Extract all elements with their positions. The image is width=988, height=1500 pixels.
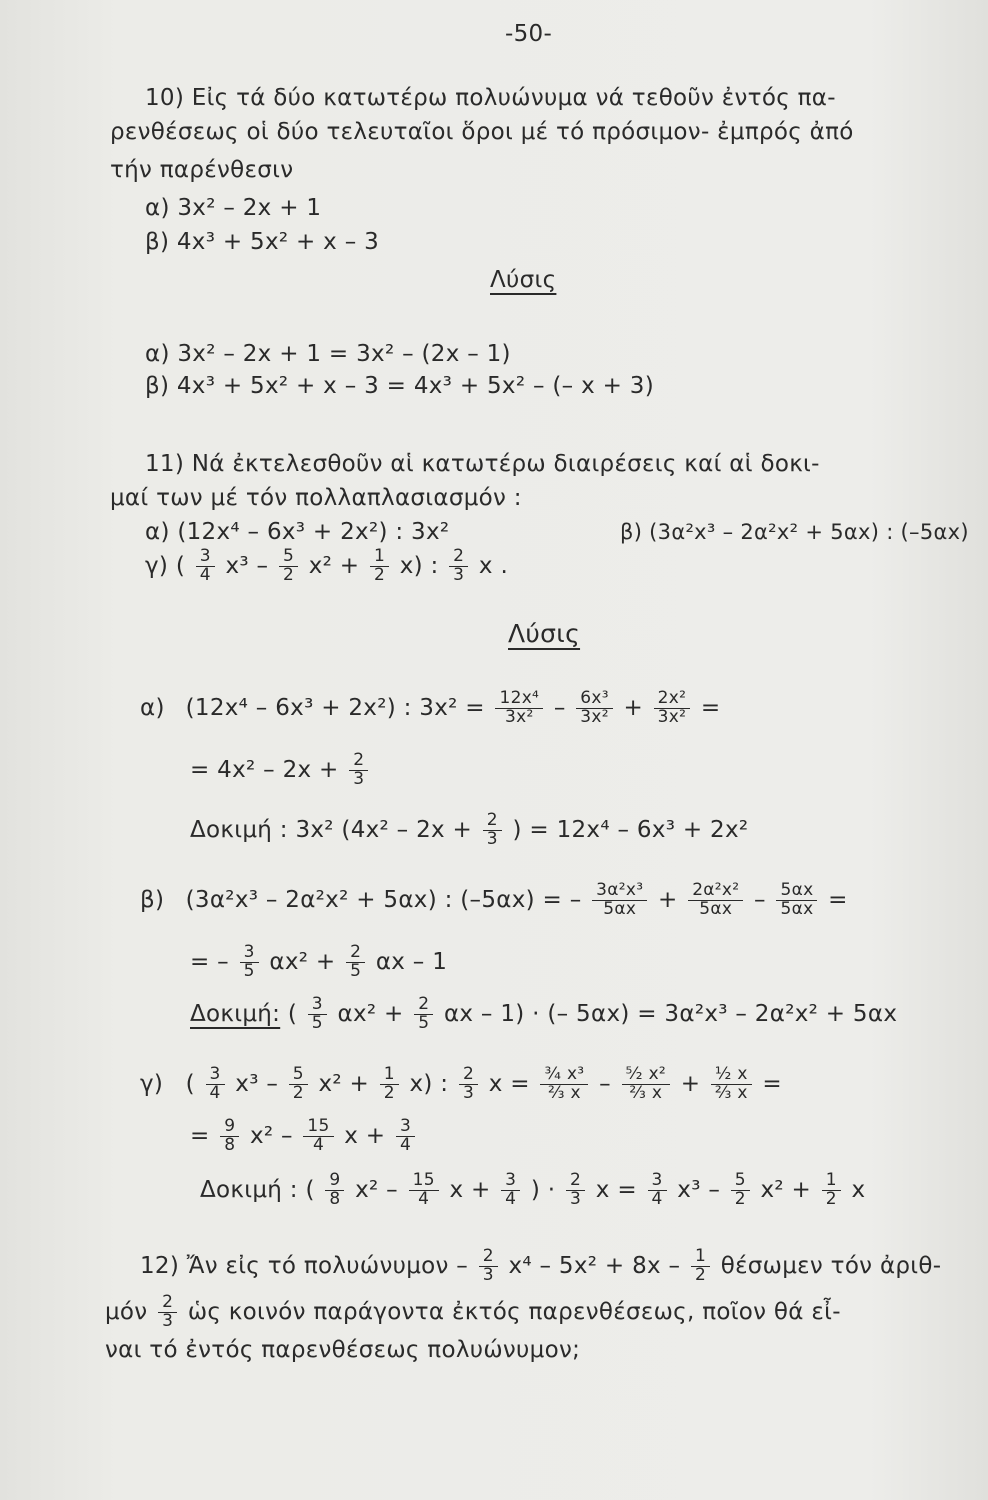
exercise-12-line-1 [140, 1248, 941, 1285]
solution-11-a-line-1 [140, 690, 720, 727]
denominator: ⅔ x [548, 1082, 581, 1103]
expression: x + [344, 1122, 386, 1149]
item-label: β) [140, 886, 165, 913]
expression: αx – 1) · (– 5αx) = 3α²x³ – 2α²x² + 5αx [443, 1000, 898, 1027]
fraction [396, 1118, 415, 1155]
expression: x³ – [235, 1070, 279, 1097]
exercise-11-item-a: α) (12x⁴ – 6x³ + 2x²) : 3x² [145, 519, 450, 545]
fraction [346, 944, 365, 981]
expression: ) = 12x⁴ – 6x³ + 2x² [512, 816, 749, 843]
exercise-10-item-b: β) 4x³ + 5x² + x – 3 [145, 229, 380, 255]
solution-11-g-line-1 [140, 1066, 782, 1103]
numerator: 6x³ [576, 690, 613, 709]
denominator: 4 [418, 1188, 430, 1209]
fraction [414, 996, 433, 1033]
numerator: 1 [822, 1172, 841, 1191]
compound-fraction [540, 1066, 588, 1103]
expression: ( [305, 1176, 315, 1203]
numerator: 3 [501, 1172, 520, 1191]
denominator: 5 [418, 1012, 430, 1033]
operator: + [657, 886, 678, 913]
operator: + [623, 694, 644, 721]
expression: (12x⁴ – 6x³ + 2x²) : 3x² = [185, 694, 485, 721]
denominator: 4 [651, 1188, 663, 1209]
expression: x³ – [677, 1176, 721, 1203]
denominator: 3 [162, 1310, 174, 1331]
fraction [648, 1172, 667, 1209]
numerator: 2 [158, 1294, 177, 1313]
numerator: 15 [303, 1118, 333, 1137]
compound-fraction [622, 1066, 671, 1103]
expression: x = [488, 1070, 530, 1097]
expression: (3α²x³ – 2α²x² + 5αx) : (–5αx) = – [185, 886, 582, 913]
numerator: ½ x [711, 1066, 752, 1085]
exercise-11-item-g [145, 548, 508, 585]
numerator: 2x² [654, 690, 691, 709]
operator: = [828, 886, 848, 913]
expression: = 4x² – 2x + [190, 756, 339, 783]
denominator: 4 [312, 1134, 325, 1155]
expression: x² + [760, 1176, 812, 1203]
expression: αx – 1 [375, 948, 448, 975]
denominator: 2 [282, 564, 295, 585]
denominator: 2 [292, 1082, 304, 1103]
operator: – [599, 1070, 611, 1097]
numerator: 1 [380, 1066, 399, 1085]
expression: x + [449, 1176, 491, 1203]
operator: + [680, 1070, 701, 1097]
denominator: 2 [373, 564, 386, 585]
expression: x [851, 1176, 866, 1203]
solution-11-a-result [190, 752, 371, 789]
numerator: 5 [279, 548, 298, 567]
fraction [566, 1172, 585, 1209]
denominator: 4 [505, 1188, 517, 1209]
denominator: 5 [311, 1012, 323, 1033]
exercise-10-line-3: τήν παρένθεσιν [110, 157, 294, 183]
denominator: 4 [209, 1082, 221, 1103]
fraction [409, 1172, 439, 1209]
fraction [196, 548, 215, 585]
denominator: 3 [570, 1188, 582, 1209]
denominator: 3x² [580, 706, 609, 727]
fraction [206, 1066, 225, 1103]
item-label: γ) [140, 1070, 164, 1097]
expression: x) : [409, 1070, 449, 1097]
check-label: Δοκιμή: [190, 1000, 281, 1027]
numerator: ¾ x³ [540, 1066, 588, 1085]
fraction [479, 1248, 498, 1285]
solution-11-g-check [200, 1172, 865, 1209]
check-label: Δοκιμή : [200, 1176, 298, 1203]
term: x) : [399, 552, 439, 579]
numerator: 2 [414, 996, 433, 1015]
item-label: α) [140, 694, 165, 721]
denominator: 5αx [699, 898, 733, 919]
fraction [483, 812, 502, 849]
numerator: 3 [206, 1066, 225, 1085]
denominator: 5 [350, 960, 362, 981]
fraction [325, 1172, 344, 1209]
text: θέσωμεν τόν ἀριθ- [720, 1252, 942, 1279]
term: x² + [308, 552, 360, 579]
fraction [691, 1248, 710, 1285]
numerator: 2 [449, 548, 468, 567]
fraction [449, 548, 468, 585]
solution-11-b-result [190, 944, 447, 981]
numerator: ⁵⁄₂ x² [622, 1066, 671, 1085]
item-label: γ) [145, 552, 169, 579]
operator: – [553, 694, 566, 721]
expression: x = [595, 1176, 637, 1203]
denominator: 3 [462, 1082, 475, 1103]
expression: αx² + [269, 948, 336, 975]
denominator: 4 [400, 1134, 412, 1155]
denominator: 3 [453, 564, 465, 585]
fraction [308, 996, 327, 1033]
fraction [822, 1172, 841, 1209]
fraction [380, 1066, 399, 1103]
numerator: 2 [346, 944, 365, 963]
expression: x² – [249, 1122, 293, 1149]
numerator: 3 [308, 996, 327, 1015]
fraction [370, 548, 389, 585]
fraction [220, 1118, 239, 1155]
exercise-11-line-1: 11) Νά ἐκτελεσθοῦν αἱ κατωτέρω διαιρέσεις καί αἱ δοκι- [145, 451, 820, 477]
numerator: 5αx [776, 882, 817, 901]
fraction [592, 882, 647, 919]
numerator: 12x⁴ [495, 690, 543, 709]
solution-11-g-result [190, 1118, 418, 1155]
page-number: -50- [505, 21, 553, 47]
text: 12) Ἄν εἰς τό πολυώνυμον – [140, 1252, 469, 1279]
fraction [576, 690, 613, 727]
fraction [289, 1066, 308, 1103]
numerator: 1 [691, 1248, 710, 1267]
numerator: 5 [731, 1172, 750, 1191]
denominator: 2 [383, 1082, 395, 1103]
exercise-10-line-2: ρενθέσεως οἱ δύο τελευταῖοι ὅροι μέ τό πρόσιμον- ἐμπρός ἀπό [110, 119, 854, 145]
numerator: 3α²x³ [592, 882, 647, 901]
text: μόν [105, 1298, 148, 1325]
fraction [303, 1118, 333, 1155]
text: x⁴ – 5x² + 8x – [508, 1252, 681, 1279]
exercise-12-line-3: ναι τό ἐντός παρενθέσεως πολυώνυμον; [105, 1337, 581, 1363]
numerator: 3 [240, 944, 259, 963]
denominator: ⅔ x [629, 1082, 663, 1103]
numerator: 3 [196, 548, 215, 567]
fraction [501, 1172, 520, 1209]
numerator: 1 [370, 548, 389, 567]
term: x³ – [225, 552, 269, 579]
denominator: 3 [353, 768, 365, 789]
expression: αx² + [337, 1000, 404, 1027]
denominator: 5αx [780, 898, 814, 919]
check-label: Δοκιμή : [190, 816, 288, 843]
fraction [654, 690, 691, 727]
numerator: 2 [479, 1248, 498, 1267]
operator: – [754, 886, 766, 913]
expression: 3x² (4x² – 2x + [295, 816, 473, 843]
expression: = – [190, 948, 229, 975]
exercise-12-line-2 [105, 1294, 841, 1331]
text: ὡς κοινόν παράγοντα ἐκτός παρενθέσεως, ποῖον θά εἶ- [187, 1298, 841, 1325]
exercise-10-item-a: α) 3x² – 2x + 1 [145, 195, 322, 221]
expression: ) · [530, 1176, 556, 1203]
solution-heading-10: Λύσις [490, 267, 557, 293]
denominator: 3 [482, 1264, 494, 1285]
fraction [459, 1066, 478, 1103]
denominator: 3x² [657, 706, 687, 727]
numerator: 3 [648, 1172, 667, 1191]
numerator: 5 [289, 1066, 308, 1085]
denominator: 8 [224, 1134, 236, 1155]
paren: ( [175, 552, 186, 579]
numerator: 9 [325, 1172, 344, 1191]
fraction [279, 548, 298, 585]
exercise-11-line-2: μαί των μέ τόν πολλαπλασιασμόν : [110, 485, 522, 511]
numerator: 3 [396, 1118, 415, 1137]
term: x . [478, 552, 509, 579]
numerator: 2 [459, 1066, 478, 1085]
fraction [240, 944, 259, 981]
denominator: ⅔ x [714, 1082, 748, 1103]
numerator: 9 [220, 1118, 239, 1137]
denominator: 8 [329, 1188, 341, 1209]
denominator: 3x² [505, 706, 534, 727]
denominator: 2 [694, 1264, 707, 1285]
numerator: 15 [409, 1172, 439, 1191]
numerator: 2 [566, 1172, 585, 1191]
solution-heading-11: Λύσις [508, 619, 581, 648]
solution-11-b-line-1 [140, 882, 848, 919]
denominator: 2 [825, 1188, 837, 1209]
denominator: 5 [243, 960, 255, 981]
fraction [776, 882, 817, 919]
denominator: 4 [199, 564, 211, 585]
fraction [158, 1294, 177, 1331]
expression: ( [185, 1070, 195, 1097]
denominator: 5αx [603, 898, 637, 919]
solution-10-b: β) 4x³ + 5x² + x – 3 = 4x³ + 5x² – (– x + 3) [145, 373, 654, 399]
operator: = [700, 694, 721, 721]
solution-11-b-check [190, 996, 897, 1033]
numerator: 2 [483, 812, 502, 831]
numerator: 2 [349, 752, 368, 771]
fraction [688, 882, 743, 919]
exercise-10-line-1: 10) Εἰς τά δύο κατωτέρω πολυώνυμα νά τεθοῦν ἐντός πα- [145, 85, 836, 111]
expression: = [190, 1122, 210, 1149]
numerator: 2α²x² [688, 882, 743, 901]
solution-11-a-check [190, 812, 748, 849]
exercise-11-item-b: β) (3α²x³ – 2α²x² + 5αx) : (–5αx) [620, 520, 969, 544]
compound-fraction [711, 1066, 752, 1103]
operator: = [762, 1070, 782, 1097]
fraction [731, 1172, 750, 1209]
expression: ( [287, 1000, 298, 1027]
solution-10-a: α) 3x² – 2x + 1 = 3x² – (2x – 1) [145, 341, 511, 367]
denominator: 3 [486, 828, 498, 849]
fraction [495, 690, 543, 727]
denominator: 2 [734, 1188, 746, 1209]
expression: x² – [355, 1176, 398, 1203]
fraction [349, 752, 368, 789]
expression: x² + [318, 1070, 370, 1097]
